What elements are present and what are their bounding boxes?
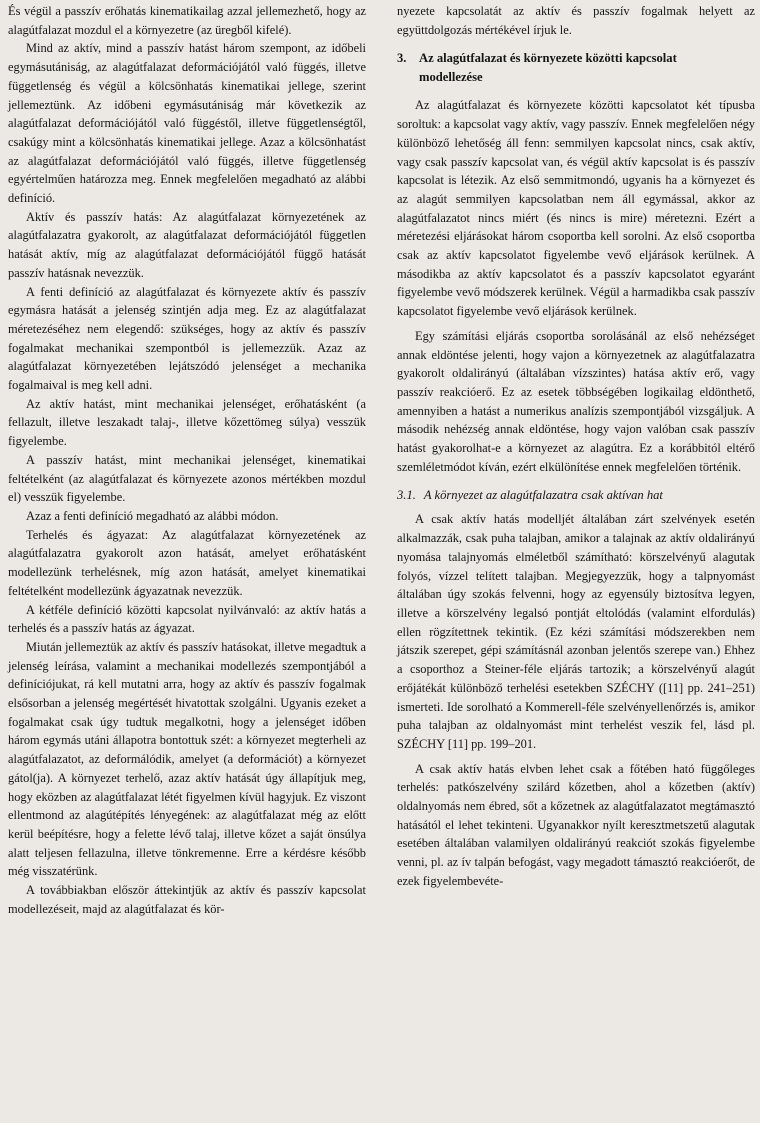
paragraph: Mind az aktív, mind a passzív hatást három szempont, az időbeli egymásutániság, az alagútfalazat deformációjától való függés, illetve függetlenség és végül a kölcsönhatás kinematikai jellege, szerint jellemeztünk. Az időbeni egymásutániság már következik az alagútfalazat deformációjától való függéstől, illetve függetlenségtől, csakúgy mint a kölcsönhatás kinematikai jellege. Azaz a kölcsönhatást az alagútfalazat deformációjától való függés, illetve függetlenség egyértelműen határozza meg. Ennek megfelelően megadható az alábbi definíció. [8, 41, 366, 206]
paragraph: nyezete kapcsolatát az aktív és passzív fogalmak helyett az együttdolgozás mértékével írjuk le. [397, 4, 755, 37]
paragraph: És végül a passzív erőhatás kinematikailag azzal jellemezhető, hogy az alagútfalazat mozdul el a környezetre (az üregből kifelé). [8, 4, 366, 37]
section-title: Az alagútfalazat és környezete közötti kapcsolat [419, 51, 677, 66]
paragraph: A csak aktív hatás elvben lehet csak a főtében ható függőleges terhelés: patkószelvény szilárd kőzetben, ahol a kőzetben (aktív) oldalnyomás nem ébred, sőt a kőzetnek az alagútfalazatot megtámasztó hatásától el lehet tekinteni. Ugyanakkor nyílt keresztmetszetű alagutak esetében általában valamilyen oldalirányú reakciót szokás figyelembe venni, pl. az ív talpán befogást, vagy megadott támasztó reakcióerőt, de ezek figyelembevéte- [397, 761, 755, 888]
paragraph: A továbbiakban először áttekintjük az aktív és passzív kapcsolat modellezéseit, majd az alagútfalazat és kör- [8, 883, 366, 916]
right-column [397, 2, 755, 891]
subsection-heading [397, 486, 755, 504]
paragraph: Egy számítási eljárás csoportba sorolásánál az első nehézséget annak eldöntése jelenti, hogy vajon a környezetnek az alagútfalazatra gyakorolt oldalirányú (általában vízszintes) hatása aktív erő, vagy passzív reakcióerő. Ez az esetek többségében logikailag eldönthető, amennyiben a hatást a numerikus analízis szempontjából vizsgáljuk. A második nehézség annak eldöntése, hogy vajon valóban csak passzív hatást gyakorolhat-e a környezet az alagútra. Ez a korábbitól eltérő szemléletmódot kíván, ezért elkülönítése ennek megfelelően történik. [397, 328, 755, 474]
section-number: 3. [397, 51, 407, 66]
paragraph: A csak aktív hatás modelljét általában zárt szelvények esetén alkalmazzák, csak puha talajban, amikor a talajnak az aktív oldalirányú nyomása talajnyomás elméletből számítható: körszelvényű alagutak folyós, vízzel telített talajban. Megjegyezzük, hogy a talpnyomást általában úgy szokás felvenni, hogy az egyensúly biztosítva legyen, illetve a körszelvény legalsó pontját eltolódás (valamint elfordulás) ellen rögzítettnek tekintik. (Ez kézi számítási módszerekben nem játszik szerepet, gépi számításnál azonban jelentős szerepe van.) Ehhez a csoporthoz a Steiner-féle eljárás tartozik; a körszelvényű alagút erőjátékát különböző terhelési esetekben SZÉCHY ([11] pp. 241–251) ismerteti. Ide sorolható a Kommerell-féle szelvényellenőrzés is, amikor puha talajban az oldalnyomást mint terhelést veszik fel, lásd pl. SZÉCHY [11] pp. 199–201. [397, 512, 755, 751]
paragraph: Az alagútfalazat és környezete közötti kapcsolatot két típusba soroltuk: a kapcsolat vagy aktív, vagy passzív. Ennek megfelelően négy különböző lehetőség áll fenn: semmilyen kapcsolat nincs, csak aktív, vagy csak passzív kapcsolat van, és végül aktív kapcsolat is és passzív kapcsolat is létezik. Az első semmitmondó, ugyanis ha a környezet és az alagút semmilyen kapcsolatban nem áll egymással, akkor az alagútfalazatot nincs miért (és nincs is mire) méretezni. Ezért a méretezési eljárásokat három csoportba kell sorolni. Az első csoportba csak az aktív kapcsolatot figyelembe vevő eljárások kerülnek. A másodikba az aktív kapcsolatot és a passzív kapcsolatot egyaránt figyelembe vevő módszerek kerülnek. Végül a harmadikba csak passzív kapcsolatot figyelembe vevő eljárások kerülnek. [397, 98, 755, 319]
section-title-continued: modellezése [419, 69, 483, 84]
paragraph: Aktív és passzív hatás: Az alagútfalazat környezetének az alagútfalazatra gyakorolt, az alagútfalazat deformációjától független hatását aktív, míg az alagútfalazat deformációjától függő hatását passzív hatásnak nevezzük. [8, 209, 366, 280]
left-column [8, 2, 366, 918]
paragraph: Az aktív hatást, mint mechanikai jelenséget, erőhatásként (a fellazult, illetve leszakadt talaj-, illetve kőzettömeg súlya) vesszük figyelembe. [8, 396, 366, 449]
paragraph: Terhelés és ágyazat: Az alagútfalazat környezetének az alagútfalazatra gyakorolt azon hatását, amelyet erőhatásként modellezünk terhelésnek, míg azon hatását, amelyet kinematikai feltételként modellezünk ágyazatnak nevezzük. [8, 527, 366, 598]
paragraph: A passzív hatást, mint mechanikai jelenséget, kinematikai feltételként (az alagútfalazat és környezete azonos mértékben mozdul el) vesszük figyelembe. [8, 452, 366, 505]
section-heading [397, 49, 755, 86]
subsection-number: 3.1. [397, 488, 416, 503]
paragraph: A fenti definíció az alagútfalazat és környezete aktív és passzív egymásra hatását a jelenség szintjén adja meg. Ez az alagútfalazat méretezéséhez nem elegendő: szükséges, hogy az aktív és passzív fogalmakat mechanikai szempontból is jellemezzük. Azaz az alagútfalazat környezetében lejátszódó jelenséget a mechanika fogalmaival is meg kell adni. [8, 284, 366, 393]
paragraph: Miután jellemeztük az aktív és passzív hatásokat, illetve megadtuk a jelenség leírása, valamint a mechanikai modellezés szempontjából a definíciójukat, rá kell mutatni arra, hogy az aktív és passzív fogalmak elsősorban a jelenség megértését hivatottak szolgálni. Ugyanis ezeket a fogalmakat csak úgy tudtuk megalkotni, hogy a jelenséget időben három egymás utáni állapotra bontottuk szét: a környezet megterheli az alagútfalazatot, az deformálódik, amelyet (a deformációt) a környezet gátol(ja). A környezet terhelő, azaz aktív hatását úgy állapítjuk meg, hogy eközben az alagútfalazat létét figyelmen kívül hagyjuk. Ez viszont ellentmond az alagútépítés lényegének: az alagútfalazat még az előtt kerül beépítésre, hogy a felette lévő talaj, illetve kőzet a saját önsúlya alatt teljesen fellazulna, illetve tönkremenne. Erre a kérdésre később még visszatérünk. [8, 639, 366, 879]
paragraph: Azaz a fenti definíció megadható az alábbi módon. [26, 508, 279, 523]
paragraph: A kétféle definíció közötti kapcsolat nyilvánvaló: az aktív hatás a terhelés és a passzív hatás az ágyazat. [8, 602, 366, 636]
subsection-title: A környezet az alagútfalazatra csak aktívan hat [423, 488, 663, 503]
